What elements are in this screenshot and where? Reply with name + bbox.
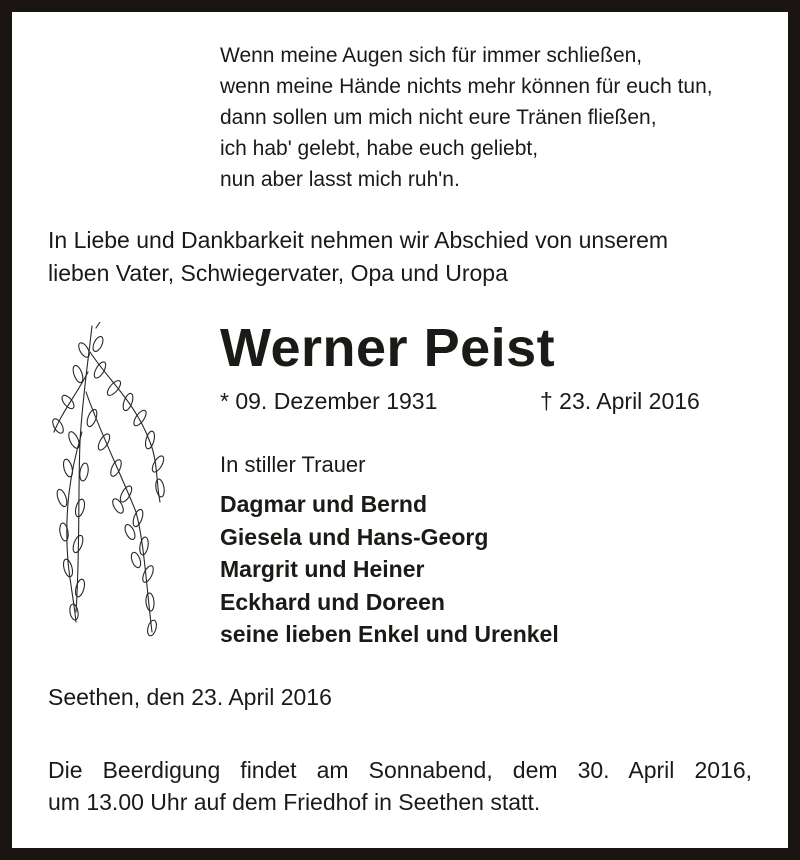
intro-line: lieben Vater, Schwiegervater, Opa und Uropa xyxy=(48,260,508,286)
death-date: † 23. April 2016 xyxy=(540,388,700,414)
funeral-line: Die Beerdigung findet am Sonnabend, dem 30. April 2016, xyxy=(48,757,752,783)
mourning-heading: In stiller Trauer xyxy=(220,452,366,477)
willow-branch-icon xyxy=(40,322,180,646)
poem-line: ich hab' gelebt, habe euch geliebt, xyxy=(220,137,539,160)
mourner: Margrit und Heiner xyxy=(220,556,425,582)
place-date: Seethen, den 23. April 2016 xyxy=(48,684,332,710)
mourner: Eckhard und Doreen xyxy=(220,588,445,615)
birth-date: * 09. Dezember 1931 xyxy=(220,388,438,414)
poem-line: Wenn meine Augen sich für immer schließen, xyxy=(220,44,643,67)
funeral-notice xyxy=(48,754,752,818)
funeral-line: um 13.00 Uhr auf dem Friedhof in Seethen statt. xyxy=(48,789,541,815)
mourner: seine lieben Enkel und Urenkel xyxy=(220,621,559,647)
mourner: Giesela und Hans-Georg xyxy=(220,523,489,550)
poem-line: dann sollen um mich nicht eure Tränen fließen, xyxy=(220,106,657,129)
poem-line: wenn meine Hände nichts mehr können für euch tun, xyxy=(220,75,713,98)
poem-line: nun aber lasst mich ruh'n. xyxy=(220,168,460,191)
mourners-list xyxy=(220,488,559,651)
mourner: Dagmar und Bernd xyxy=(220,491,428,517)
intro-text xyxy=(48,224,668,290)
poem xyxy=(220,40,713,195)
deceased-name: Werner Peist xyxy=(220,318,556,378)
intro-line: In Liebe und Dankbarkeit nehmen wir Abschied von unserem xyxy=(48,227,669,253)
